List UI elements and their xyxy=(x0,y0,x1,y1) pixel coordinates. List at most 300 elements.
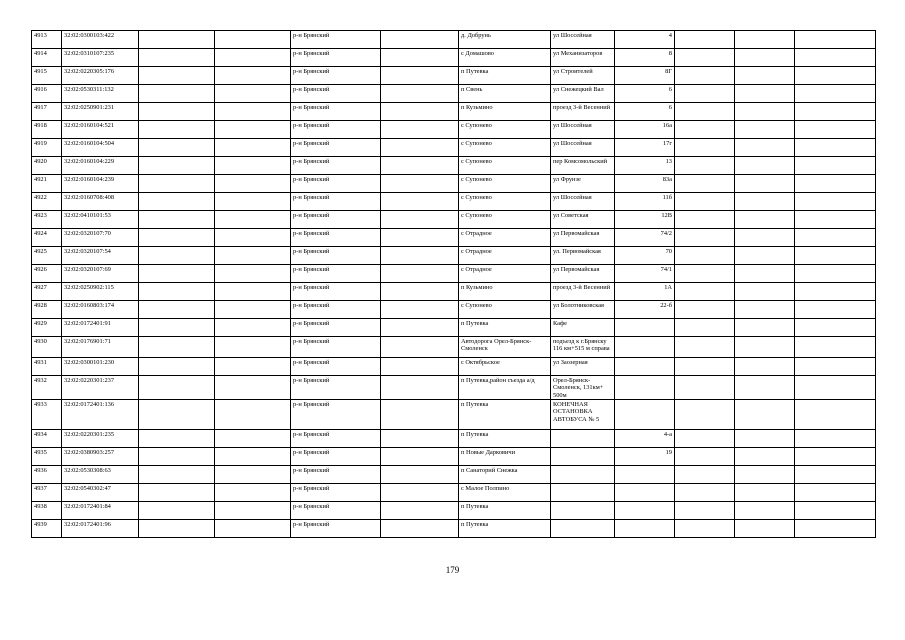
cell-cad: 32:02:0220301:237 xyxy=(62,376,139,400)
cell-empty xyxy=(215,448,291,466)
cell-house xyxy=(615,376,675,400)
cell-empty xyxy=(215,49,291,67)
cell-empty xyxy=(735,502,795,520)
cell-empty xyxy=(139,283,215,301)
cell-empty xyxy=(795,358,876,376)
cell-house: 17г xyxy=(615,139,675,157)
cell-cad: 32:02:0160104:229 xyxy=(62,157,139,175)
cell-empty xyxy=(215,175,291,193)
cell-locality: п Путевка xyxy=(459,520,551,538)
cell-empty xyxy=(139,229,215,247)
cell-empty xyxy=(381,67,459,85)
cell-district: р-н Брянский xyxy=(291,175,381,193)
cell-district: р-н Брянский xyxy=(291,520,381,538)
cell-empty xyxy=(735,67,795,85)
cell-empty xyxy=(675,193,735,211)
cell-empty xyxy=(675,448,735,466)
cell-empty xyxy=(139,67,215,85)
cell-cad: 32:02:0220305:176 xyxy=(62,67,139,85)
cell-locality: с Супонево xyxy=(459,193,551,211)
cell-street: подъезд к г.Брянску 116 км+515 м справа xyxy=(551,337,615,358)
cell-empty xyxy=(675,358,735,376)
table-row xyxy=(32,466,876,484)
cell-street: Кафе xyxy=(551,319,615,337)
cell-house: 74/1 xyxy=(615,265,675,283)
cell-street: ул. Первомайская xyxy=(551,247,615,265)
cell-empty xyxy=(215,502,291,520)
cell-empty xyxy=(381,85,459,103)
cell-n: 4934 xyxy=(32,430,62,448)
cell-house xyxy=(615,466,675,484)
cell-empty xyxy=(215,430,291,448)
cell-empty xyxy=(215,319,291,337)
cell-n: 4916 xyxy=(32,85,62,103)
cell-empty xyxy=(795,448,876,466)
cell-empty xyxy=(675,319,735,337)
cell-district: р-н Брянский xyxy=(291,400,381,430)
cell-district: р-н Брянский xyxy=(291,157,381,175)
cell-empty xyxy=(381,193,459,211)
table-row xyxy=(32,358,876,376)
table-row xyxy=(32,400,876,430)
cell-empty xyxy=(675,301,735,319)
cell-empty xyxy=(139,466,215,484)
table-row xyxy=(32,103,876,121)
cell-locality: с Отрадное xyxy=(459,265,551,283)
table-row xyxy=(32,283,876,301)
cell-empty xyxy=(735,283,795,301)
cell-street: пер Комсомольский xyxy=(551,157,615,175)
cell-empty xyxy=(675,157,735,175)
cell-cad: 32:02:0410101:53 xyxy=(62,211,139,229)
cell-empty xyxy=(215,484,291,502)
cell-cad: 32:02:0172401:84 xyxy=(62,502,139,520)
cell-n: 4939 xyxy=(32,520,62,538)
cell-empty xyxy=(735,466,795,484)
cell-empty xyxy=(381,376,459,400)
table-row xyxy=(32,211,876,229)
table-row xyxy=(32,139,876,157)
cell-n: 4926 xyxy=(32,265,62,283)
registry-table-body xyxy=(32,31,876,538)
cell-empty xyxy=(381,211,459,229)
cell-empty xyxy=(795,85,876,103)
cell-house: 22-б xyxy=(615,301,675,319)
cell-district: р-н Брянский xyxy=(291,301,381,319)
cell-empty xyxy=(675,229,735,247)
cell-empty xyxy=(795,139,876,157)
cell-house xyxy=(615,502,675,520)
cell-empty xyxy=(795,283,876,301)
cell-n: 4920 xyxy=(32,157,62,175)
cell-empty xyxy=(795,319,876,337)
cell-district: р-н Брянский xyxy=(291,484,381,502)
cell-locality: с Супонево xyxy=(459,301,551,319)
cell-empty xyxy=(795,193,876,211)
cell-empty xyxy=(675,49,735,67)
cell-empty xyxy=(139,337,215,358)
cell-empty xyxy=(139,193,215,211)
cell-cad: 32:02:0320107:70 xyxy=(62,229,139,247)
cell-house: 8Г xyxy=(615,67,675,85)
cell-empty xyxy=(735,520,795,538)
cell-locality: п Путевка xyxy=(459,319,551,337)
cell-district: р-н Брянский xyxy=(291,376,381,400)
cell-empty xyxy=(795,502,876,520)
cell-n: 4914 xyxy=(32,49,62,67)
cell-empty xyxy=(139,265,215,283)
cell-district: р-н Брянский xyxy=(291,49,381,67)
cell-street: ул Советская xyxy=(551,211,615,229)
cell-district: р-н Брянский xyxy=(291,67,381,85)
cell-street xyxy=(551,448,615,466)
cell-empty xyxy=(735,484,795,502)
cell-locality: п Свень xyxy=(459,85,551,103)
cell-n: 4933 xyxy=(32,400,62,430)
cell-locality: д. Добрунь xyxy=(459,31,551,49)
cell-cad: 32:02:0320107:54 xyxy=(62,247,139,265)
cell-empty xyxy=(215,520,291,538)
table-row xyxy=(32,49,876,67)
cell-house: 1А xyxy=(615,283,675,301)
cell-empty xyxy=(215,67,291,85)
cell-house: 6 xyxy=(615,103,675,121)
cell-street: ул Болотниковская xyxy=(551,301,615,319)
cell-district: р-н Брянский xyxy=(291,121,381,139)
cell-empty xyxy=(675,265,735,283)
cell-empty xyxy=(381,301,459,319)
cell-empty xyxy=(215,301,291,319)
cell-district: р-н Брянский xyxy=(291,358,381,376)
cell-district: р-н Брянский xyxy=(291,337,381,358)
cell-locality: п Путевка xyxy=(459,67,551,85)
cell-cad: 32:02:0160104:521 xyxy=(62,121,139,139)
cell-empty xyxy=(795,376,876,400)
cell-empty xyxy=(795,67,876,85)
cell-house xyxy=(615,520,675,538)
cell-cad: 32:02:0380903:257 xyxy=(62,448,139,466)
cell-n: 4913 xyxy=(32,31,62,49)
cell-locality: с Супонево xyxy=(459,175,551,193)
cell-empty xyxy=(381,502,459,520)
cell-empty xyxy=(215,265,291,283)
cell-empty xyxy=(795,49,876,67)
cell-empty xyxy=(735,193,795,211)
cell-empty xyxy=(381,484,459,502)
cell-empty xyxy=(735,430,795,448)
cell-house: 83а xyxy=(615,175,675,193)
cell-empty xyxy=(139,139,215,157)
table-row xyxy=(32,448,876,466)
table-row xyxy=(32,193,876,211)
cell-street xyxy=(551,430,615,448)
cell-cad: 32:02:0310107:235 xyxy=(62,49,139,67)
cell-cad: 32:02:0540302:47 xyxy=(62,484,139,502)
cell-empty xyxy=(381,466,459,484)
cell-cad: 32:02:0160708:408 xyxy=(62,193,139,211)
cell-house: 74/2 xyxy=(615,229,675,247)
cell-empty xyxy=(139,358,215,376)
cell-street xyxy=(551,520,615,538)
cell-empty xyxy=(139,211,215,229)
cell-locality: п Кузьмино xyxy=(459,103,551,121)
cell-empty xyxy=(215,85,291,103)
table-row xyxy=(32,85,876,103)
cell-empty xyxy=(675,247,735,265)
cell-street: ул Снежецкий Вал xyxy=(551,85,615,103)
cell-cad: 32:02:0160803:174 xyxy=(62,301,139,319)
table-row xyxy=(32,175,876,193)
cell-locality: с Домашово xyxy=(459,49,551,67)
cell-empty xyxy=(735,400,795,430)
cell-empty xyxy=(215,211,291,229)
cell-empty xyxy=(735,157,795,175)
cell-house: 11б xyxy=(615,193,675,211)
cell-empty xyxy=(735,139,795,157)
cell-district: р-н Брянский xyxy=(291,31,381,49)
cell-empty xyxy=(381,283,459,301)
cell-locality: п Путевка xyxy=(459,430,551,448)
cell-district: р-н Брянский xyxy=(291,193,381,211)
cell-empty xyxy=(139,247,215,265)
cell-n: 4917 xyxy=(32,103,62,121)
cell-district: р-н Брянский xyxy=(291,265,381,283)
cell-empty xyxy=(381,121,459,139)
cell-n: 4923 xyxy=(32,211,62,229)
cell-n: 4936 xyxy=(32,466,62,484)
cell-empty xyxy=(795,520,876,538)
cell-street xyxy=(551,502,615,520)
cell-empty xyxy=(675,430,735,448)
table-row xyxy=(32,247,876,265)
cell-empty xyxy=(795,31,876,49)
cell-empty xyxy=(675,502,735,520)
cell-street: ул Шоссейная xyxy=(551,139,615,157)
cell-street: Орел-Брянск-Смоленск, 131км+ 500м xyxy=(551,376,615,400)
cell-empty xyxy=(735,337,795,358)
cell-n: 4938 xyxy=(32,502,62,520)
cell-street: ул Фрунзе xyxy=(551,175,615,193)
table-row xyxy=(32,502,876,520)
cell-street xyxy=(551,484,615,502)
cell-cad: 32:02:0530308:63 xyxy=(62,466,139,484)
cell-empty xyxy=(139,484,215,502)
table-row xyxy=(32,337,876,358)
cell-locality: с Супонево xyxy=(459,157,551,175)
cell-empty xyxy=(735,175,795,193)
cell-empty xyxy=(735,319,795,337)
cell-house: 12В xyxy=(615,211,675,229)
cell-empty xyxy=(675,376,735,400)
cell-cad: 32:02:0320107:69 xyxy=(62,265,139,283)
cell-street: ул Первомайская xyxy=(551,265,615,283)
cell-empty xyxy=(795,265,876,283)
cell-empty xyxy=(675,283,735,301)
cell-empty xyxy=(795,121,876,139)
cell-street: КОНЕЧНАЯ ОСТАНОВКА АВТОБУСА № 5 xyxy=(551,400,615,430)
cell-street: ул Строителей xyxy=(551,67,615,85)
cell-empty xyxy=(795,301,876,319)
cell-empty xyxy=(735,448,795,466)
cell-empty xyxy=(381,520,459,538)
cell-empty xyxy=(215,376,291,400)
cell-empty xyxy=(381,448,459,466)
cell-empty xyxy=(675,103,735,121)
cell-empty xyxy=(215,121,291,139)
cell-empty xyxy=(795,247,876,265)
cell-n: 4930 xyxy=(32,337,62,358)
cell-locality: с Малое Полпино xyxy=(459,484,551,502)
cell-n: 4915 xyxy=(32,67,62,85)
cell-cad: 32:02:0160104:239 xyxy=(62,175,139,193)
cell-empty xyxy=(675,67,735,85)
cell-empty xyxy=(735,301,795,319)
cell-empty xyxy=(215,193,291,211)
cell-empty xyxy=(735,265,795,283)
cell-empty xyxy=(795,337,876,358)
cell-street: ул Первомайская xyxy=(551,229,615,247)
cell-empty xyxy=(215,247,291,265)
cell-street: проезд 3-й Весенний xyxy=(551,283,615,301)
table-row xyxy=(32,376,876,400)
cell-empty xyxy=(139,502,215,520)
cell-empty xyxy=(795,400,876,430)
cell-n: 4935 xyxy=(32,448,62,466)
cell-empty xyxy=(215,337,291,358)
cell-n: 4927 xyxy=(32,283,62,301)
cell-n: 4924 xyxy=(32,229,62,247)
cell-n: 4937 xyxy=(32,484,62,502)
cell-locality: Автодорога Орел-Брянск-Смоленск xyxy=(459,337,551,358)
cell-empty xyxy=(675,211,735,229)
cell-empty xyxy=(675,85,735,103)
cell-empty xyxy=(215,157,291,175)
cell-empty xyxy=(735,358,795,376)
table-row xyxy=(32,67,876,85)
cell-locality: с Супонево xyxy=(459,121,551,139)
table-row xyxy=(32,301,876,319)
page-number: 179 xyxy=(445,565,460,575)
cell-district: р-н Брянский xyxy=(291,319,381,337)
cell-street: ул Шоссейная xyxy=(551,193,615,211)
table-row xyxy=(32,520,876,538)
cell-house: 19 xyxy=(615,448,675,466)
cell-locality: п Путевка,район съезда а/д xyxy=(459,376,551,400)
cell-house: 8 xyxy=(615,49,675,67)
cell-district: р-н Брянский xyxy=(291,502,381,520)
cell-house xyxy=(615,400,675,430)
cell-locality: п Санаторий Снежка xyxy=(459,466,551,484)
cell-house: 16а xyxy=(615,121,675,139)
cell-empty xyxy=(139,175,215,193)
table-row xyxy=(32,484,876,502)
cell-empty xyxy=(381,247,459,265)
cell-empty xyxy=(675,484,735,502)
cell-empty xyxy=(675,139,735,157)
cell-empty xyxy=(735,121,795,139)
cell-empty xyxy=(139,520,215,538)
cell-house: 6 xyxy=(615,85,675,103)
cell-empty xyxy=(381,139,459,157)
cell-empty xyxy=(675,31,735,49)
cell-street: ул Шоссейная xyxy=(551,31,615,49)
cell-empty xyxy=(735,31,795,49)
cell-house xyxy=(615,337,675,358)
cell-empty xyxy=(735,85,795,103)
cell-cad: 32:02:0172401:136 xyxy=(62,400,139,430)
cell-empty xyxy=(735,211,795,229)
cell-empty xyxy=(381,157,459,175)
cell-empty xyxy=(215,358,291,376)
cell-empty xyxy=(139,157,215,175)
cell-empty xyxy=(381,103,459,121)
cell-n: 4918 xyxy=(32,121,62,139)
cell-district: р-н Брянский xyxy=(291,466,381,484)
cell-empty xyxy=(381,430,459,448)
cell-empty xyxy=(795,175,876,193)
cell-empty xyxy=(215,229,291,247)
table-row xyxy=(32,229,876,247)
cell-empty xyxy=(795,466,876,484)
cell-district: р-н Брянский xyxy=(291,139,381,157)
cell-empty xyxy=(381,337,459,358)
cell-district: р-н Брянский xyxy=(291,85,381,103)
cell-empty xyxy=(215,139,291,157)
cell-district: р-н Брянский xyxy=(291,211,381,229)
cell-locality: с Отрадное xyxy=(459,229,551,247)
cell-house xyxy=(615,358,675,376)
cell-n: 4931 xyxy=(32,358,62,376)
cell-locality: п Кузьмино xyxy=(459,283,551,301)
cell-street: ул Механизаторов xyxy=(551,49,615,67)
table-row xyxy=(32,121,876,139)
cell-empty xyxy=(735,103,795,121)
table-row xyxy=(32,319,876,337)
cell-house: 4 xyxy=(615,31,675,49)
table-row xyxy=(32,265,876,283)
cell-locality: с Отрадное xyxy=(459,247,551,265)
cell-empty xyxy=(381,400,459,430)
cell-empty xyxy=(215,103,291,121)
cell-locality: с Октябрьское xyxy=(459,358,551,376)
cell-cad: 32:02:0160104:504 xyxy=(62,139,139,157)
cell-street: ул Заозерная xyxy=(551,358,615,376)
cell-empty xyxy=(381,358,459,376)
cell-empty xyxy=(381,175,459,193)
cell-empty xyxy=(381,229,459,247)
table-row xyxy=(32,430,876,448)
cell-empty xyxy=(139,85,215,103)
cell-district: р-н Брянский xyxy=(291,283,381,301)
cell-empty xyxy=(675,520,735,538)
cell-house: 13 xyxy=(615,157,675,175)
cell-empty xyxy=(675,121,735,139)
registry-table xyxy=(31,30,876,538)
cell-locality: п Новые Дарковичи xyxy=(459,448,551,466)
cell-house xyxy=(615,319,675,337)
cell-cad: 32:02:0250902:115 xyxy=(62,283,139,301)
cell-empty xyxy=(675,337,735,358)
cell-locality: с Супонево xyxy=(459,211,551,229)
cell-cad: 32:02:0176901:71 xyxy=(62,337,139,358)
cell-empty xyxy=(795,157,876,175)
cell-cad: 32:02:0172401:96 xyxy=(62,520,139,538)
cell-empty xyxy=(675,400,735,430)
cell-empty xyxy=(795,229,876,247)
cell-empty xyxy=(139,121,215,139)
cell-empty xyxy=(795,103,876,121)
cell-n: 4921 xyxy=(32,175,62,193)
